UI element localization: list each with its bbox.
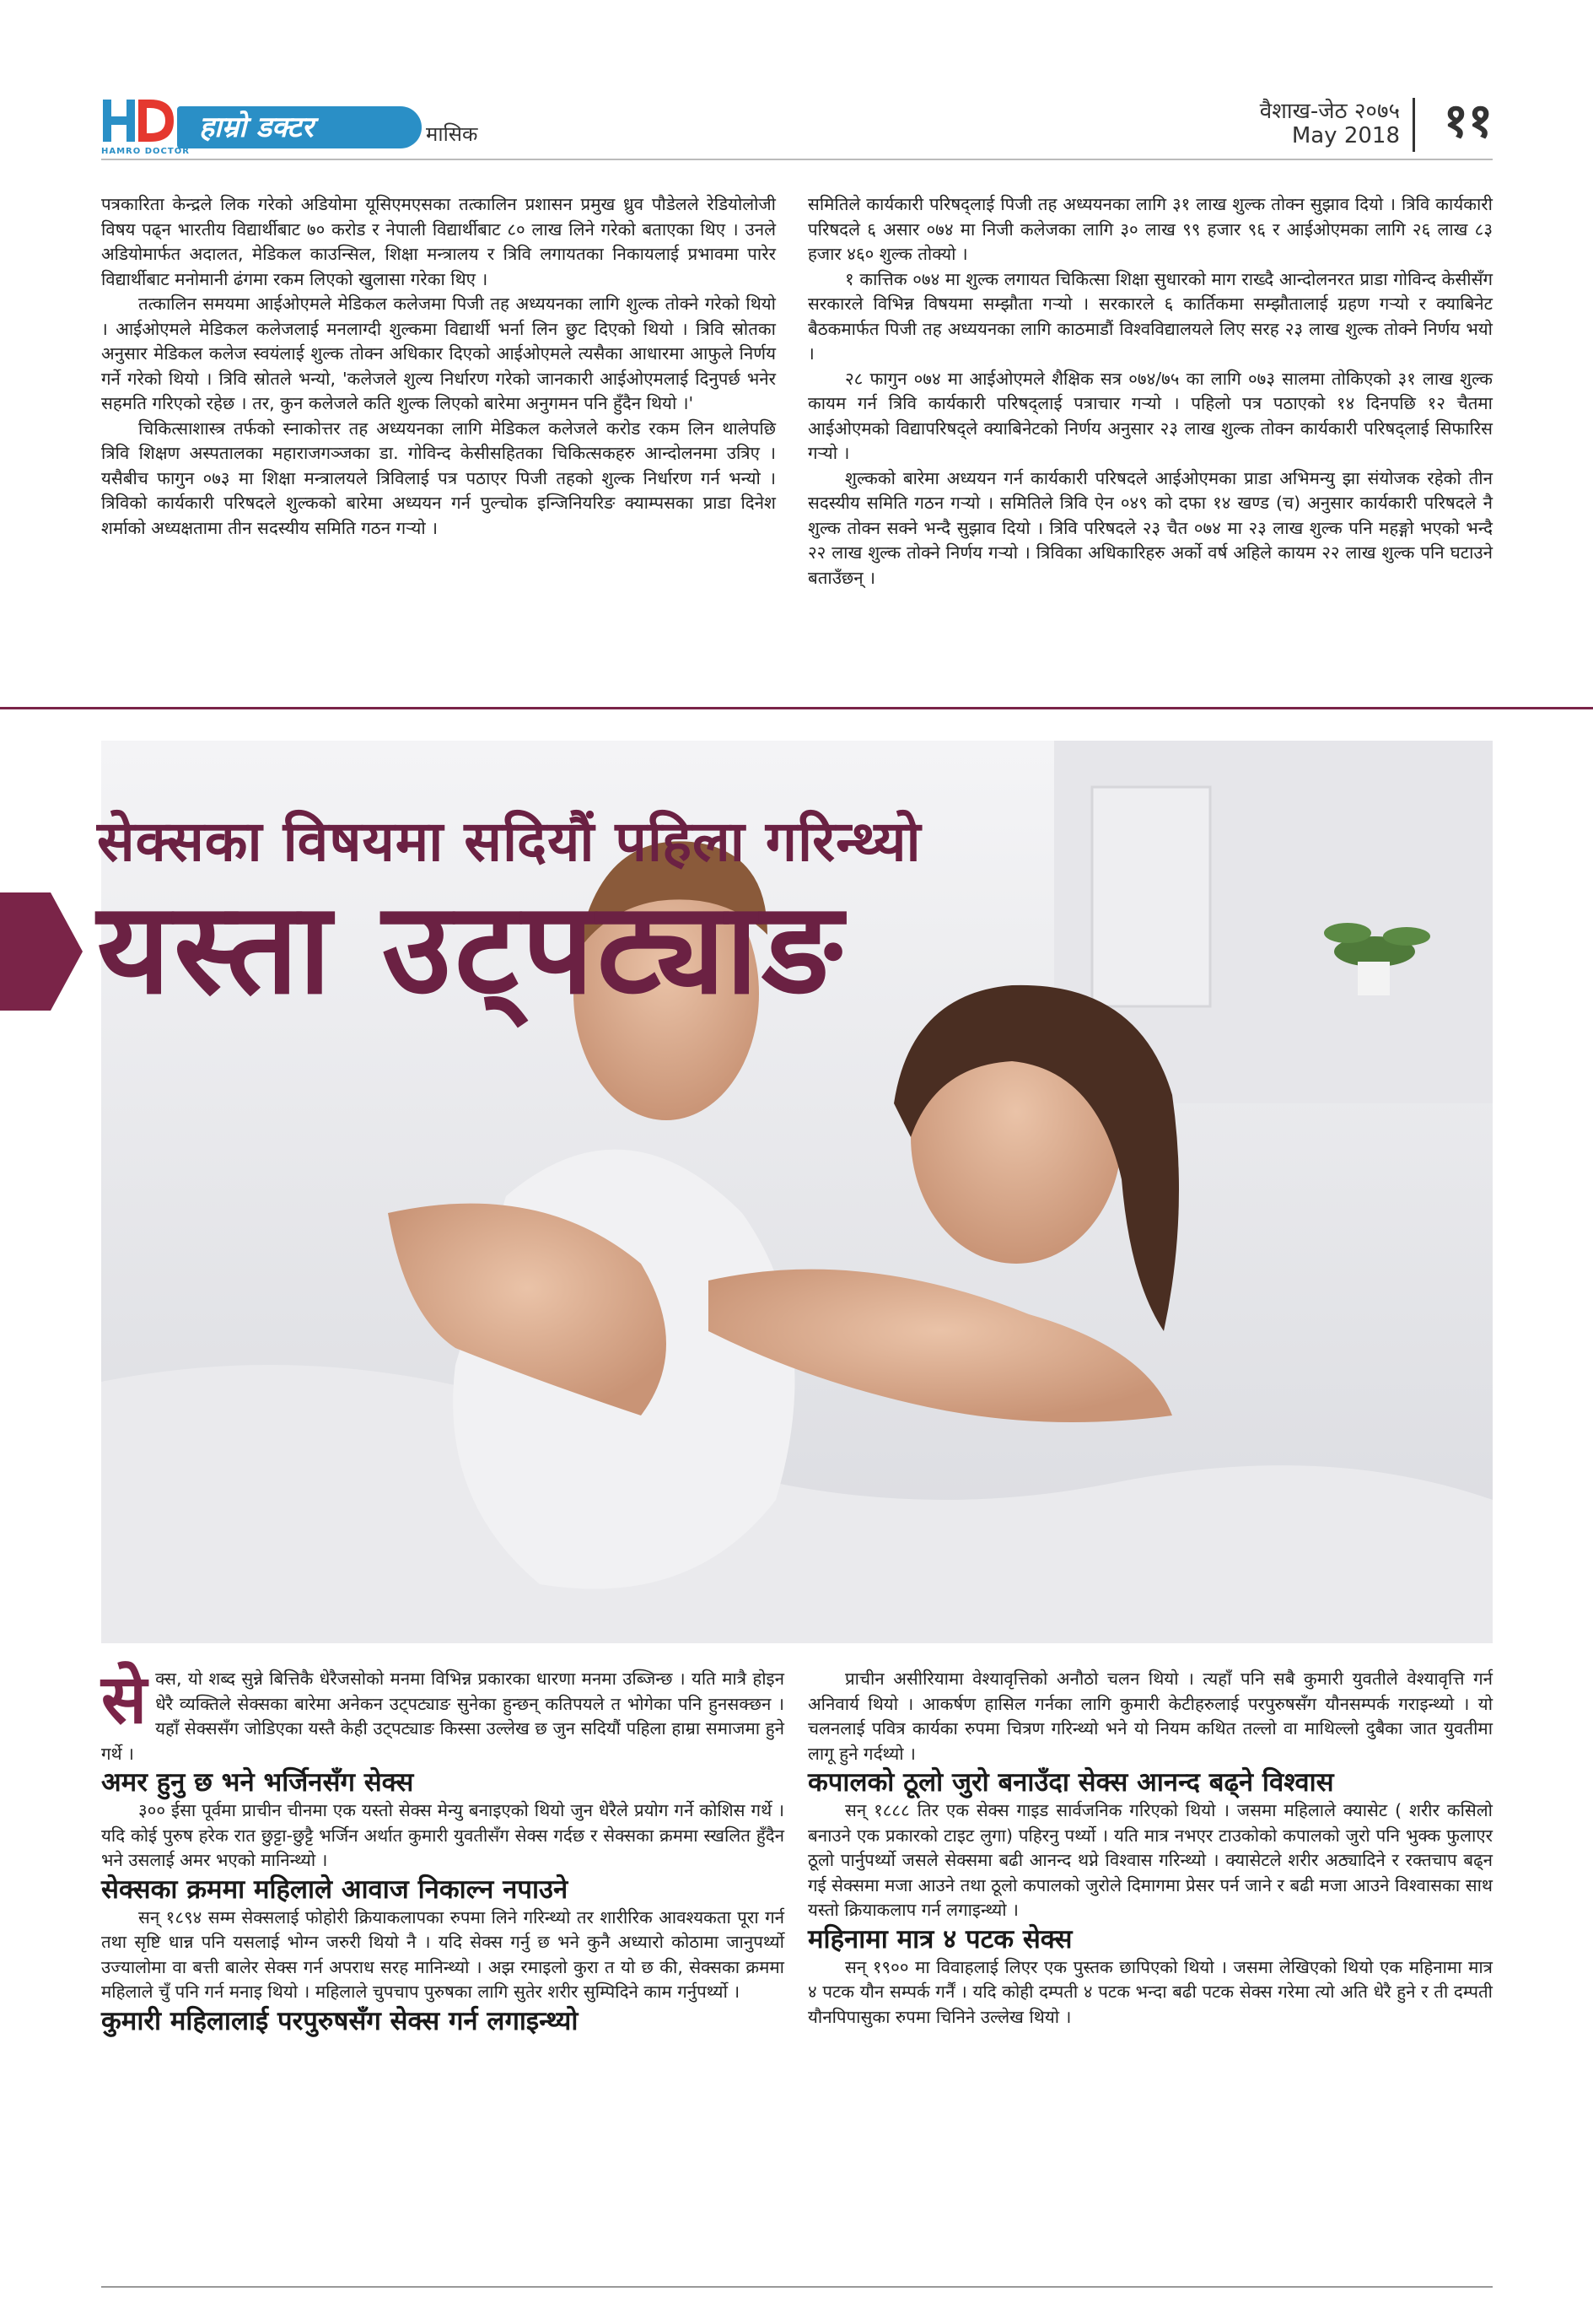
header-divider bbox=[1413, 98, 1415, 152]
section-body: सन् १८९४ सम्म सेक्सलाई फोहोरी क्रियाकलापका रुपमा लिने गरिन्थ्यो तर शारीरिक आवश्यकता पूरा गर्न तथा सृष्टि धान्न पनि यसलाई भोग्न जरुरी थियो नै । यदि सेक्स गर्नु छ भने कुनै अध्यारो कोठामा जानुपर्थ्यो उज्यालोमा वा बत्ती बालेर सेक्स गर्न अपराध सरह मानिन्थ्यो । अझ रमाइलो कुरा त यो छ की, सेक्सका क्रममा महिलाले चुँ पनि गर्न मनाइ थियो । महिलाले चुपचाप पुरुषका लागि सुतेर शरीर सुम्पिदिने काम गर्नुपर्थ्यो । bbox=[101, 1906, 784, 2002]
hamro-doctor-logo-icon bbox=[101, 94, 177, 147]
intro-text: क्स, यो शब्द सुन्ने बित्तिकै धेरैजसोको मनमा विभिन्न प्रकारका धारणा मनमा उब्जिन्छ । यति मात्रै होइन धेरै व्यक्तिले सेक्सका बारेमा अनेकन उट्पट्याङ सुनेका हुन्छन् कतिपयले त भोगेका पनि हुनसक्छन । यहाँ सेक्ससँग जोडिएका यस्तै केही उट्पट्याङ किस्सा उल्लेख छ जुन सदियौं पहिला हाम्रा समाजमा हुने गर्थे । bbox=[101, 1669, 784, 1764]
paragraph: तत्कालिन समयमा आईओएमले मेडिकल कलेजमा पिजी तह अध्ययनका लागि शुल्क तोक्ने गरेको थियो । आईओएमले मेडिकल कलेजलाई मनलाग्दी शुल्कमा विद्यार्थी भर्ना लिन छुट दिएको थियो । त्रिवि स्रोतका अनुसार मेडिकल कलेज स्वयंलाई शुल्क तोक्न अधिकार दिएको आईओएमले त्यसैका आधारमा आफुले निर्णय गर्ने गरेको थियो । त्रिवि स्रोतले भन्यो, 'कलेजले शुल्य निर्धारण गरेको जानकारी आईओएमलाई दिनुपर्छ भनेर सहमति गरिएको रहेछ । तर, कुन कलेजले कति शुल्क लिएको बारेमा अनुगमन पनि हुँदैन थियो ।' bbox=[101, 294, 776, 413]
paragraph: शुल्कको बारेमा अध्ययन गर्न कार्यकारी परिषदले आईओएमका प्राडा अभिमन्यु झा संयोजक रहेको तीन सदस्यीय समिति गठन गऱ्यो । समितिले त्रिवि ऐन ०४९ को दफा १४ खण्ड (च) अनुसार कार्यकारी परिषदले नै शुल्क तोक्न सक्ने भन्दै सुझाव दियो । त्रिवि परिषदले २३ चैत ०७४ मा २३ लाख शुल्क पनि महङ्गो भएको भन्दै २२ लाख शुल्क तोक्ने निर्णय गऱ्यो । त्रिविका अधिकारिहरु अर्को वर्ष अहिले कायम २२ लाख शुल्क पनि घटाउने बताउँछन् । bbox=[808, 467, 1493, 588]
section-heading: कुमारी महिलालाई परपुरुषसँग सेक्स गर्न लगाइन्थ्यो bbox=[101, 2005, 579, 2036]
issue-date-nepali: वैशाख-जेठ २०७५ bbox=[1259, 99, 1400, 124]
section-heading: कपालको ठूलो जुरो बनाउँदा सेक्स आनन्द बढ्ने विश्वास bbox=[808, 1767, 1334, 1798]
header-rule bbox=[101, 159, 1493, 160]
intro-paragraph bbox=[101, 1660, 784, 1766]
headline-arrow-icon bbox=[0, 892, 83, 1011]
section-body: सन् १९०० मा विवाहलाई लिएर एक पुस्तक छापिएको थियो । जसमा लेखिएको थियो एक महिनामा मात्र ४ पटक यौन सम्पर्क गर्नैं । यदि कोही दम्पती ४ पटक भन्दा बढी पटक सेक्स गरेमा त्यो अति धेरै हुने र ती दम्पती यौनपिपासुका रुपमा चिनिने उल्लेख थियो । bbox=[808, 1956, 1493, 2027]
logo-subtitle: HAMRO DOCTOR bbox=[101, 147, 190, 156]
magazine-type-label: मासिक bbox=[426, 122, 478, 146]
section-heading: सेक्सका क्रममा महिलाले आवाज निकाल्न नपाउने bbox=[101, 1874, 568, 1905]
section-divider bbox=[0, 707, 1593, 709]
section-heading: महिनामा मात्र ४ पटक सेक्स bbox=[808, 1923, 1073, 1955]
page-header bbox=[101, 94, 1493, 162]
feature-right-column bbox=[808, 1667, 1493, 2030]
top-article-right-column bbox=[808, 192, 1493, 590]
paragraph: चिकित्साशास्त्र तर्फको स्नाकोत्तर तह अध्ययनका लागि मेडिकल कलेजले करोड रकम लिन थालेपछि त्रिवि शिक्षण अस्पतालका महाराजगञ्जका डा. गोविन्द केसीसहितका चिकित्सकहरु आन्दोलनमा उत्रिए । यसैबीच फागुन ०७३ मा शिक्षा मन्त्रालयले त्रिविलाई पत्र पठाएर पिजी तहको शुल्क निर्धारण गर्न भन्यो । त्रिविको कार्यकारी परिषदले शुल्कको बारेमा अध्ययन गर्न पुल्चोक इन्जिनियरिङ क्याम्पसका प्राडा दिनेश शर्माको अध्यक्षतामा तीन सदस्यीय समिति गठन गऱ्यो । bbox=[101, 418, 776, 538]
dropcap: से bbox=[101, 1660, 148, 1739]
issue-date-english: May 2018 bbox=[1291, 123, 1400, 148]
headline-title: यस्ता उट्पट्याङ bbox=[97, 876, 846, 1022]
section-body: सन् १८८८ तिर एक सेक्स गाइड सार्वजनिक गरिएको थियो । जसमा महिलाले क्यासेट ( शरीर कसिलो बनाउने एक प्रकारको टाइट लुगा) पहिरनु पर्थ्यो । यति मात्र नभएर टाउकोको कपालको जुरो पनि भुक्क फुलाएर ठूलो पार्नुपर्थ्यो जसले सेक्समा बढी आनन्द थप्ने विश्वास गरिन्थ्यो । क्यासेटले शरीर अठ्यादिने र रक्तचाप बढ्न गई सेक्समा मजा आउने तथा ठूलो कपालको जुरोले दिमागमा प्रेसर पर्न जाने र बढी मजा आउने विश्वासका साथ यस्तो क्रियाकलाप गर्न लगाइन्थ्यो । bbox=[808, 1800, 1493, 1920]
section-body: ३०० ईसा पूर्वमा प्राचीन चीनमा एक यस्तो सेक्स मेन्यु बनाइएको थियो जुन धेरैले प्रयोग गर्ने कोशिस गर्थे । यदि कोई पुरुष हरेक रात छुट्टा-छुट्टै भर्जिन अर्थात कुमारी युवतीसँग सेक्स गर्दछ र सेक्सका क्रममा स्खलित हुँदैन भने उसलाई अमर भएको मानिन्थ्यो । bbox=[101, 1800, 784, 1870]
paragraph: २८ फागुन ०७४ मा आईओएमले शैक्षिक सत्र ०७४/७५ का लागि ०७३ सालमा तोकिएको ३१ लाख शुल्क कायम गर्न त्रिवि कार्यकारी परिषद्लाई पत्राचार गऱ्यो । पहिलो पत्र पठाएको १४ दिनपछि १२ चैतमा आईओएमको विद्यापरिषद्ले क्याबिनेटको निर्णय अनुसार २३ लाख शुल्क तोक्न कार्यकारी परिषद्लाई सिफारिस गऱ्यो । bbox=[808, 368, 1493, 463]
paragraph: प्राचीन असीरियामा वेश्यावृत्तिको अनौठो चलन थियो । त्यहाँ पनि सबै कुमारी युवतीले वेश्यावृत्ति गर्न अनिवार्य थियो । आकर्षण हासिल गर्नका लागि कुमारी केटीहरुलाई परपुरुषसँग यौनसम्पर्क गराइन्थ्यो । यो चलनलाई पवित्र कार्यका रुपमा चित्रण गरिन्थ्यो भने यो नियम कथित तल्लो वा माथिल्लो दुबैका जात युवतीमा लागू हुने गर्दथ्यो । bbox=[808, 1669, 1493, 1764]
feature-left-column bbox=[101, 1660, 784, 2037]
footer-rule bbox=[101, 2286, 1493, 2288]
logo-title: हाम्रो डक्टर bbox=[177, 106, 422, 148]
paragraph: समितिले कार्यकारी परिषद्लाई पिजी तह अध्ययनका लागि ३१ लाख शुल्क तोक्न सुझाव दियो । त्रिवि कार्यकारी परिषदले ६ असार ०७४ मा निजी कलेजका लागि ३० लाख ९९ हजार ९६ र आईओएमका लागि २६ लाख ८३ हजार ४६० शुल्क तोक्यो । bbox=[808, 194, 1493, 264]
paragraph: १ कात्तिक ०७४ मा शुल्क लगायत चिकित्सा शिक्षा सुधारको माग राख्दै आन्दोलनरत प्राडा गोविन्द केसीसँग सरकारले विभिन्न विषयमा सम्झौता गऱ्यो । सरकारले ६ कार्तिकमा सम्झौतालाई ग्रहण गऱ्यो र क्याबिनेट बैठकमार्फत पिजी तह अध्ययनका लागि काठमाडौं विश्वविद्यालयले लिए सरह २३ लाख शुल्क तोक्ने निर्णय भयो । bbox=[808, 268, 1493, 364]
headline-kicker: सेक्सका विषयमा सदियौं पहिला गरिन्थ्यो bbox=[97, 809, 922, 874]
section-heading: अमर हुनु छ भने भर्जिनसँग सेक्स bbox=[101, 1767, 414, 1798]
top-article-left-column bbox=[101, 192, 776, 541]
page-number: ११ bbox=[1443, 94, 1493, 148]
paragraph: पत्रकारिता केन्द्रले लिक गरेको अडियोमा यूसिएमएसका तत्कालिन प्रशासन प्रमुख ध्रुव पौडेलले रेडियोलोजी विषय पढ्न भारतीय विद्यार्थीबाट ७० करोड र नेपाली विद्यार्थीबाट ८० लाख लिने गरेको बताएका थिए । उनले अडियोमार्फत अदालत, मेडिकल काउन्सिल, शिक्षा मन्त्रालय र त्रिवि लगायतका निकायलाई प्रभावमा पारेर विद्यार्थीबाट मनोमानी ढंगमा रकम लिएको खुलासा गरेका थिए । bbox=[101, 194, 776, 289]
